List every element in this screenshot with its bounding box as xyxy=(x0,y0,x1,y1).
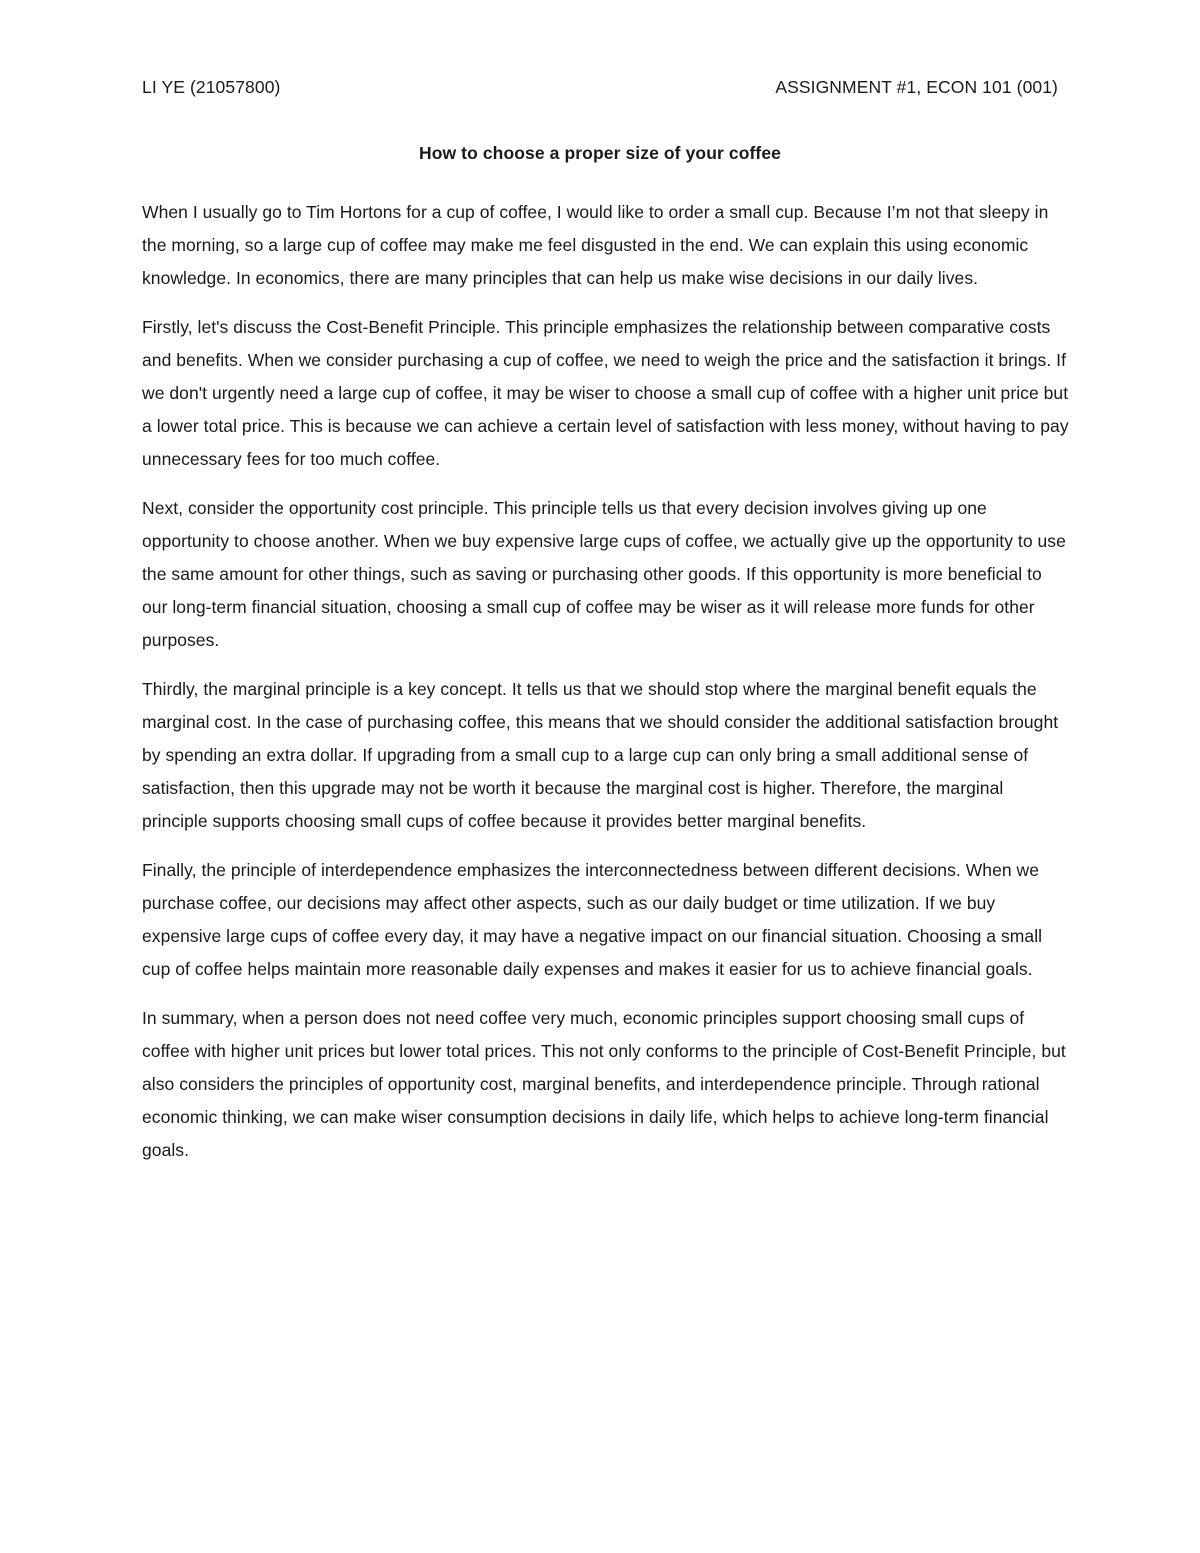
paragraph-marginal: Thirdly, the marginal principle is a key concept. It tells us that we should stop where the marginal benefit equals the marginal cost. In the case of purchasing coffee, this means that we should consider the additional satisfaction brought by spending an extra dollar. If upgrading from a small cup to a large cup can only bring a small additional sense of satisfaction, then this upgrade may not be worth it because the marginal cost is higher. Therefore, the marginal principle supports choosing small cups of coffee because it provides better marginal benefits. xyxy=(142,679,1059,831)
paragraph-intro: When I usually go to Tim Hortons for a cup of coffee, I would like to order a small cup. Because I’m not that sleepy in the morning, so a large cup of coffee may make me feel disgusted in the end. We can explain this using economic knowledge. In economics, there are many principles that can help us make wise decisions in our daily lives. xyxy=(142,202,1049,288)
paragraph-opportunity-cost: Next, consider the opportunity cost principle. This principle tells us that every decision involves giving up one opportunity to choose another. When we buy expensive large cups of coffee, we actually give up the opportunity to use the same amount for other things, such as saving or purchasing other goods. If this opportunity is more beneficial to our long-term financial situation, choosing a small cup of coffee may be wiser as it will release more funds for other purposes. xyxy=(142,498,1066,650)
document-body xyxy=(142,196,1072,1183)
paragraph-summary: In summary, when a person does not need coffee very much, economic principles support choosing small cups of coffee with higher unit prices but lower total prices. This not only conforms to the principle of Cost-Benefit Principle, but also considers the principles of opportunity cost, marginal benefits, and interdependence principle. Through rational economic thinking, we can make wiser consumption decisions in daily life, which helps to achieve long-term financial goals. xyxy=(142,1008,1066,1160)
document-title: How to choose a proper size of your coffee xyxy=(418,143,782,163)
header-author: LI YE (21057800) xyxy=(142,76,281,97)
header-assignment: ASSIGNMENT #1, ECON 101 (001) xyxy=(775,76,1058,97)
paragraph-interdependence: Finally, the principle of interdependence emphasizes the interconnectedness between different decisions. When we purchase coffee, our decisions may affect other aspects, such as our daily budget or time utilization. If we buy expensive large cups of coffee every day, it may have a negative impact on our financial situation. Choosing a small cup of coffee helps maintain more reasonable daily expenses and makes it easier for us to achieve financial goals. xyxy=(142,860,1043,979)
paragraph-cost-benefit: Firstly, let's discuss the Cost-Benefit Principle. This principle emphasizes the relationship between comparative costs and benefits. When we consider purchasing a cup of coffee, we need to weigh the price and the satisfaction it brings. If we don't urgently need a large cup of coffee, it may be wiser to choose a small cup of coffee with a higher unit price but a lower total price. This is because we can achieve a certain level of satisfaction with less money, without having to pay unnecessary fees for too much coffee. xyxy=(142,317,1069,469)
page-header xyxy=(142,72,1058,102)
